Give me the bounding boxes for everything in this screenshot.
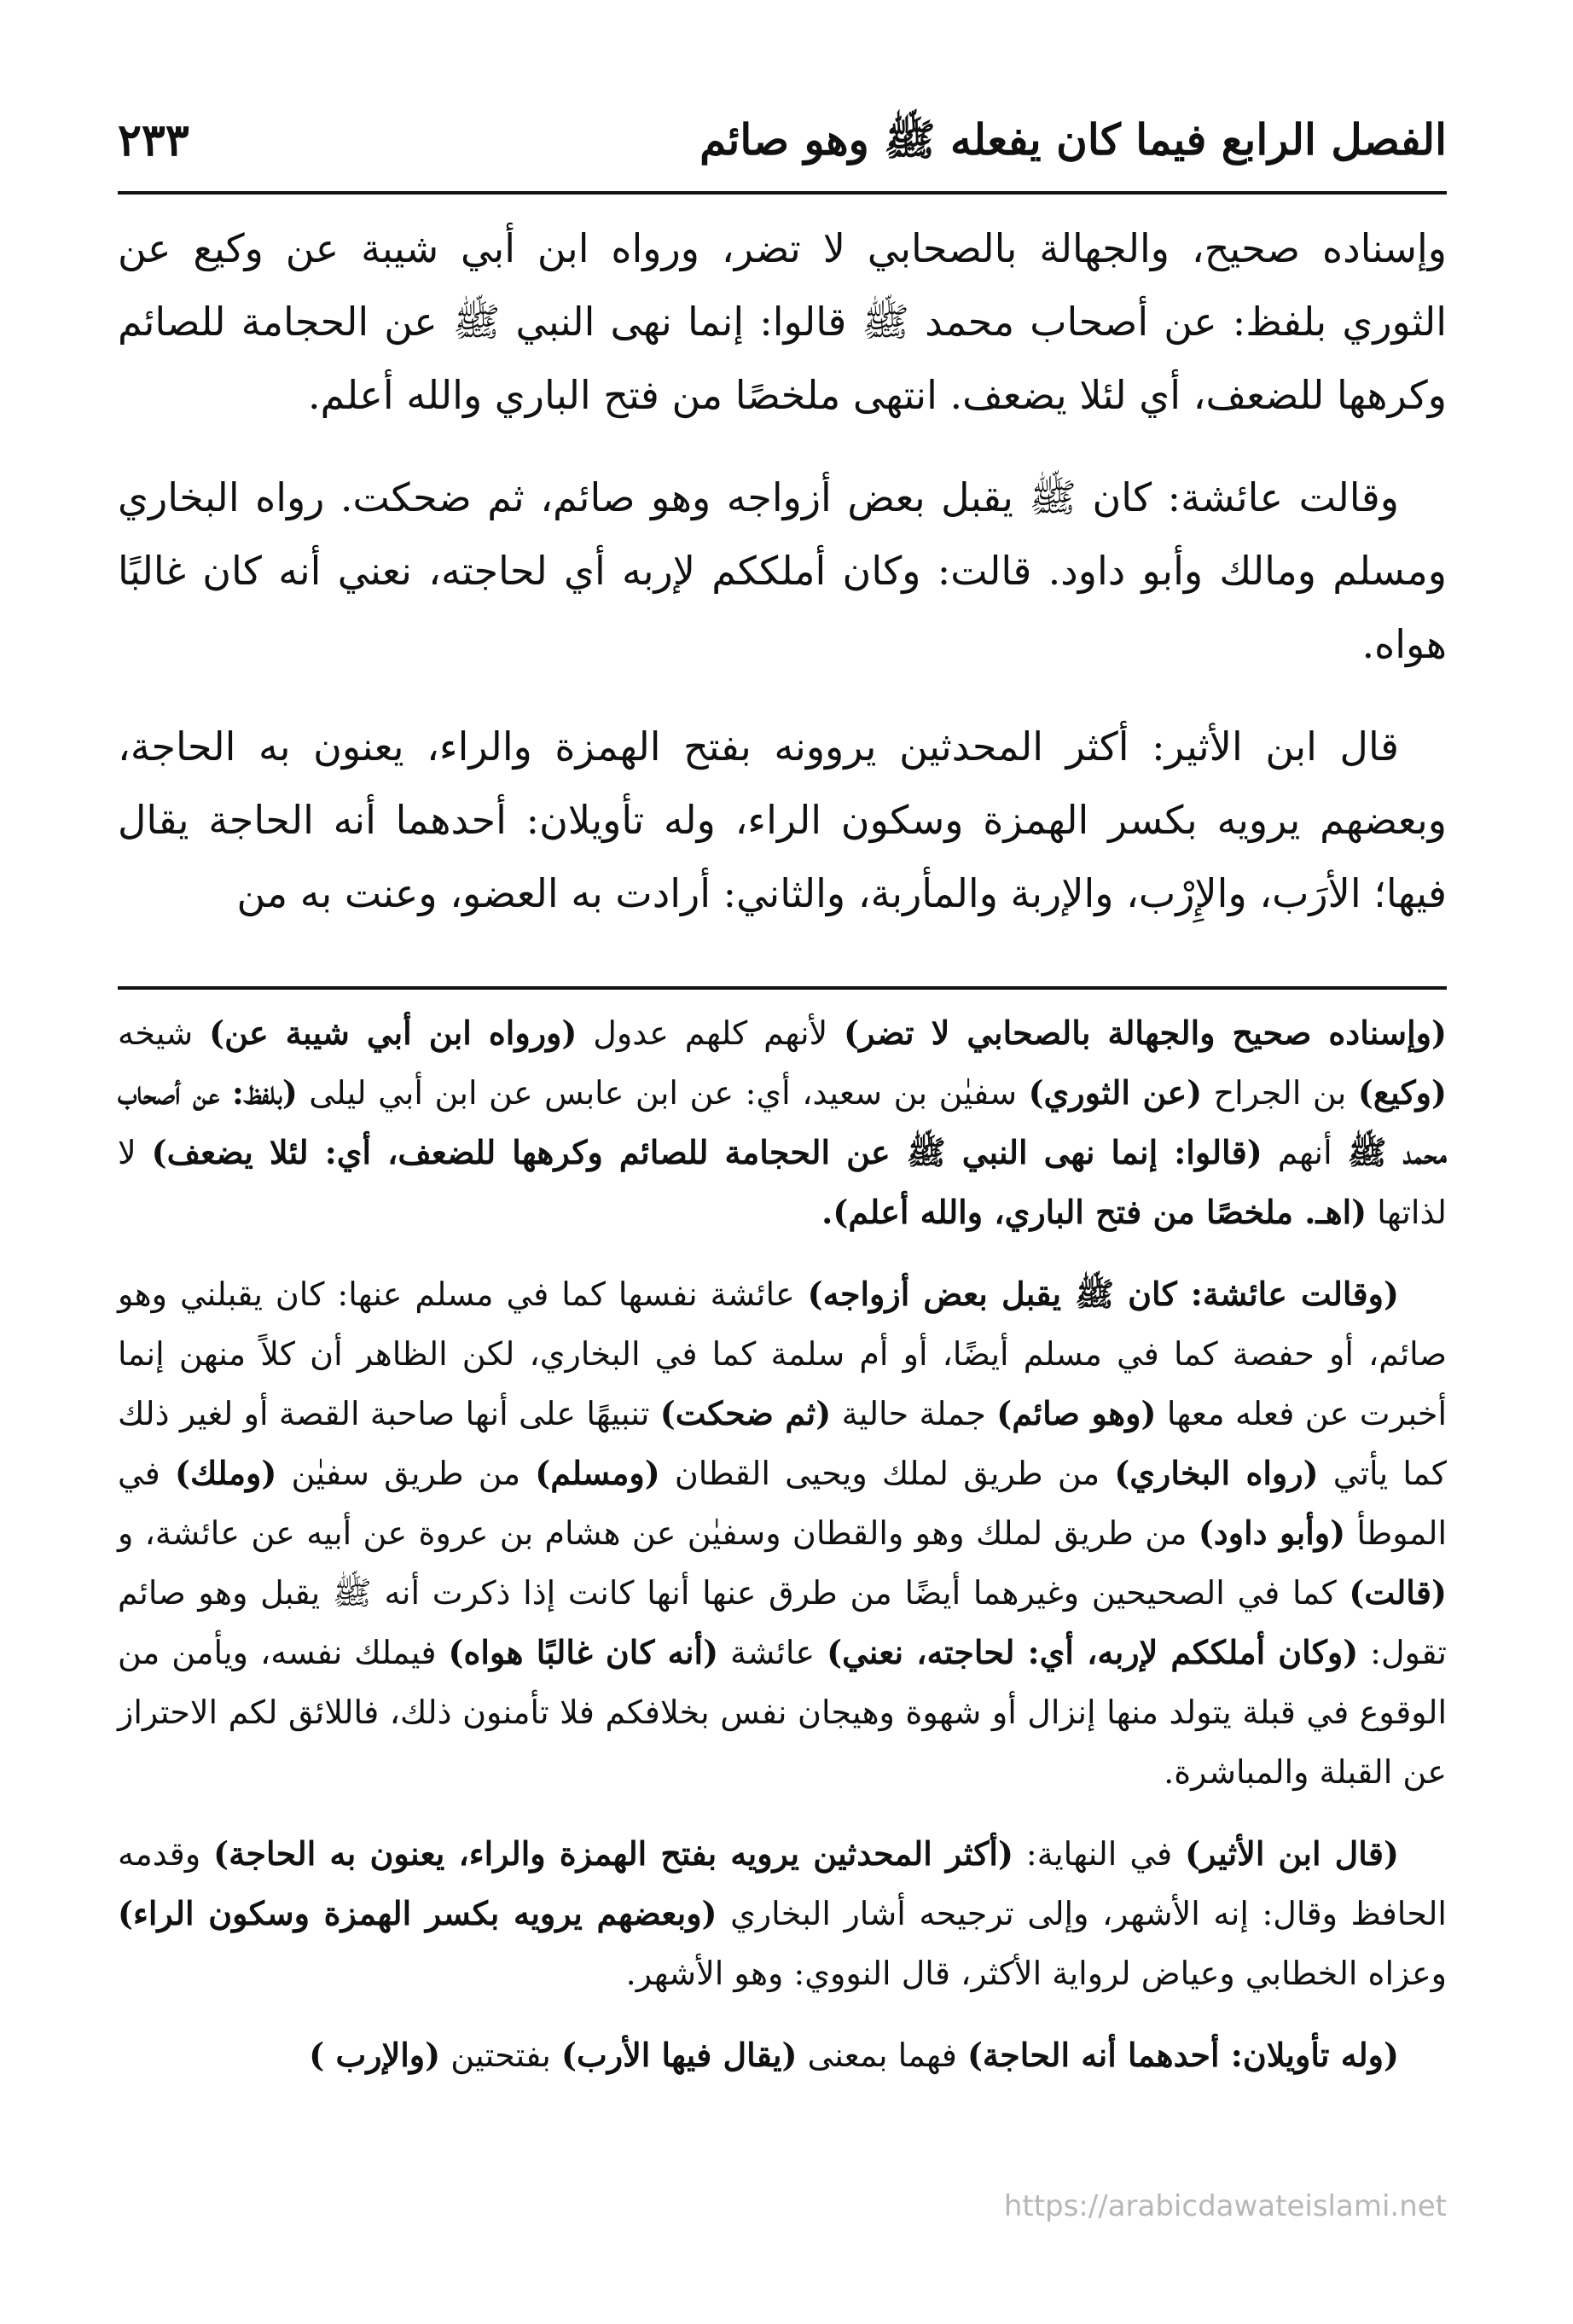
commentary-paragraph-4 [118,2025,1447,2085]
quoted-matn-segment: (وبعضهم يرويه بكسر الهمزة وسكون الراء) [118,1894,717,1932]
quoted-matn-segment: (بلفظ: عن أصحاب محمد ﷺ [118,1073,1447,1171]
main-paragraph-2: وقالت عائشة: كان ﷺ يقبل بعض أزواجه وهو صائم، ثم ضحكت. رواه البخاري ومسلم ومالك وأبو داود. قالت: وكان أملككم لإربه أي لحاجته، نعني أنه كان غالبًا هواه. [118,474,1447,667]
quoted-matn-segment: (وملك) [175,1454,277,1492]
commentary-segment: في الموطأ [118,1455,1448,1552]
quoted-matn-segment: (اهـ. ملخصًا من فتح الباري، والله أعلم). [821,1193,1367,1231]
quoted-matn-segment: (وكيع) [1357,1073,1447,1112]
quoted-matn-segment: (رواه البخاري) [1114,1454,1319,1492]
quoted-matn-segment: (أكثر المحدثين يرويه بفتح الهمزة والراء، يعنون به الحاجة) [213,1834,1013,1873]
quoted-matn-segment: (ثم ضحكت) [659,1394,832,1432]
quoted-matn-segment: (قال ابن الأثير) [1185,1834,1400,1873]
commentary-segment: وقدمه الحافظ وقال: إنه الأشهر، وإلى ترجيحه أشار البخاري [118,1835,1447,1932]
quoted-matn-segment: (وأبو داود) [1198,1514,1346,1552]
commentary-segment: بن الجراح [1202,1074,1358,1112]
main-paragraph-1: وإسناده صحيح، والجهالة بالصحابي لا تضر، ورواه ابن أبي شيبة عن وكيع عن الثوري بلفظ: عن أصحاب محمد ﷺ قالوا: إنما نهى النبي ﷺ عن الحجامة للصائم وكرهها للضعف، أي لئلا يضعف. انتهى ملخصًا من فتح الباري والله أعلم. [118,225,1447,418]
commentary [118,1003,1447,2107]
quoted-matn-segment: (ومسلم) [535,1454,660,1492]
commentary-segment: لأنهم كلهم عدول [577,1014,845,1052]
commentary-paragraph-1 [118,1003,1447,1242]
quoted-matn-segment: (وله تأويلان: أحدهما أنه الحاجة) [966,2036,1399,2074]
commentary-segment: كما في الصحيحين وغيرهما أيضًا من طرق عنها أنها كانت إذا ذكرت أنه ﷺ يقبل وهو صائم تقول: [118,1574,1447,1671]
quoted-matn-segment: (ورواه ابن أبي شيبة عن) [209,1014,578,1052]
commentary-segment: عائشة نفسها كما في مسلم عنها: كان يقبلني وهو صائم، أو حفصة كما في مسلم أيضًا، أو أم سلمة كما في البخاري، لكن الظاهر أن كلاً منهن إنما أخبرت عن فعله معها [118,1275,1448,1432]
watermark-url: https://arabicdawateislami.net [1003,2189,1447,2223]
commentary-segment: من طريق سفيٰن [276,1455,536,1492]
quoted-matn-segment: (يقال فيها الأرب) [560,2036,798,2074]
quoted-matn-segment: (عن الثوري) [1028,1073,1203,1112]
commentary-segment: وعزاه الخطابي وعياض لرواية الأكثر، قال النووي: وهو الأشهر. [625,1955,1447,1992]
commentary-segment: لا لذاتها [118,1134,1447,1231]
commentary-segment: شيخه [118,1014,210,1052]
commentary-segment: بفتحتين [440,2036,561,2074]
quoted-matn-segment: (قالوا: إنما نهى النبي ﷺ عن الحجامة للصائم وكرهها للضعف، أي: لئلا يضعف) [151,1133,1262,1171]
quoted-matn-segment: (وكان أملككم لإربه، أي: لحاجته، نعني) [827,1633,1359,1671]
commentary-segment: من طريق لملك وهو والقطان وسفيٰن عن هشام بن عروة عن أبيه عن عائشة، و [118,1514,1199,1552]
quoted-matn-segment: (وإسناده صحيح والجهالة بالصحابي لا تضر) [844,1014,1447,1052]
commentary-segment: من طريق لملك ويحيى القطان [659,1455,1115,1492]
commentary-paragraph-3 [118,1824,1447,2003]
commentary-paragraph-2 [118,1264,1447,1802]
commentary-segment: في النهاية: [1013,1835,1186,1873]
main-paragraph-3: قال ابن الأثير: أكثر المحدثين يروونه بفتح الهمزة والراء، يعنون به الحاجة، وبعضهم يرويه بكسر الهمزة وسكون الراء، وله تأويلان: أحدهما أنه الحاجة يقال فيها؛ الأرَب، والإِرْب، والإربة والمأربة، والثاني: أرادت به العضو، وعنت به من [118,723,1447,916]
quoted-matn-segment: (وهو صائم) [996,1394,1157,1432]
header-rule [118,191,1447,195]
page-number: ٢٣٣ [118,114,189,166]
commentary-segment: عائشة [718,1634,827,1671]
commentary-segment: فهما بمعنى [797,2036,967,2074]
running-title: الفصل الرابع فيما كان يفعله ﷺ وهو صائم [699,114,1447,165]
commentary-segment: فيملك نفسه، ويأمن من الوقوع في قبلة يتولد منها إنزال أو شهوة وهيجان نفس بخلافكم فلا تأمنون ذلك، فاللائق لكم الاحتراز عن القبلة والمباشرة. [118,1634,1447,1791]
commentary-segment: أنهم [1262,1134,1348,1171]
commentary-segment: سفيٰن بن سعيد، أي: عن ابن عابس عن ابن أبي ليلى [297,1074,1029,1112]
quoted-matn-segment: (والإرب ) [309,2036,441,2074]
main-text [118,212,1447,959]
page-header [118,102,1447,177]
commentary-segment: جملة حالية [831,1395,997,1432]
quoted-matn-segment: (وقالت عائشة: كان ﷺ يقبل بعض أزواجه) [807,1275,1399,1313]
commentary-segment: تنبيهًا على أنها صاحبة القصة أو لغير ذلك كما يأتي [118,1395,1447,1492]
commentary-divider [118,986,1447,990]
quoted-matn-segment: (أنه كان غالبًا هواه) [448,1633,719,1671]
quoted-matn-segment: (قالت) [1349,1573,1447,1612]
